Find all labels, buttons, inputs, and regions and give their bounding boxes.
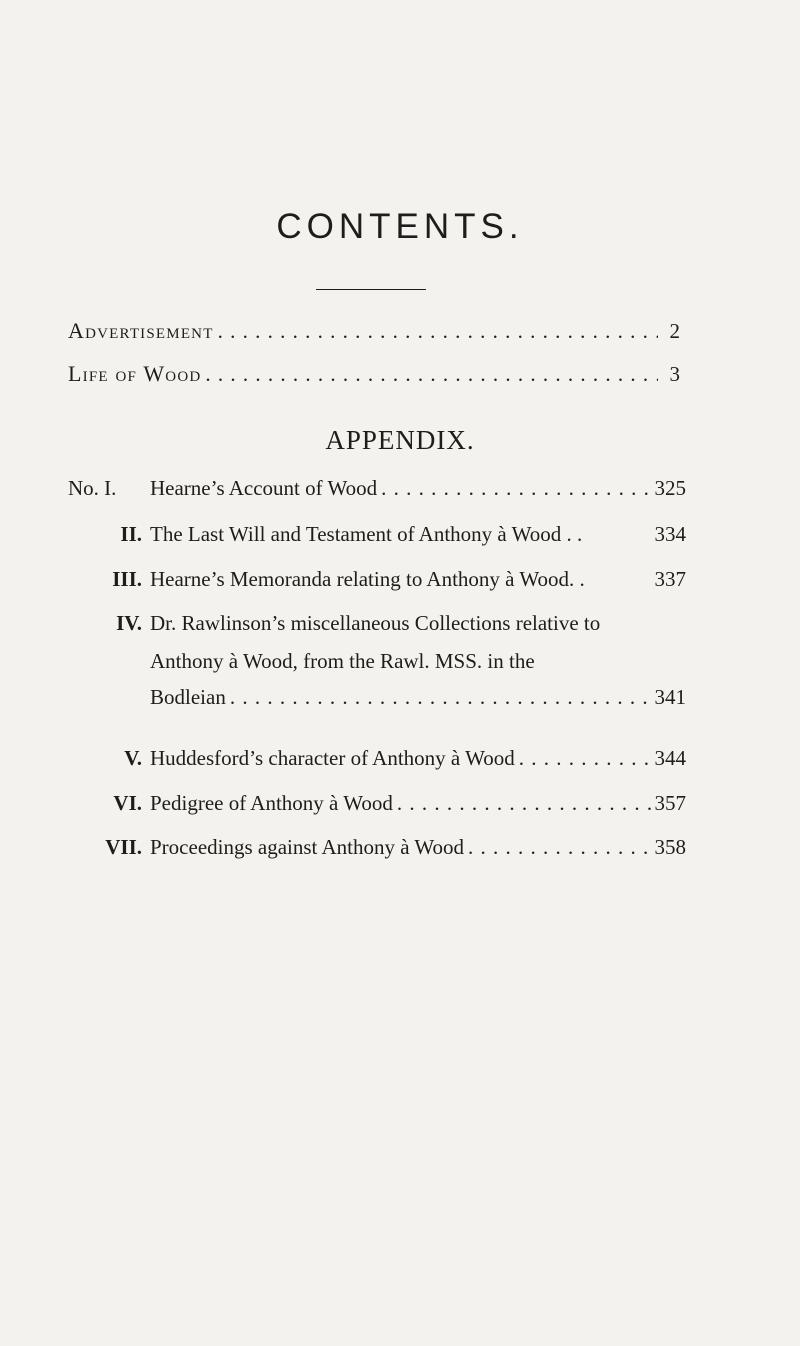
appendix-entry-6[interactable] [68,790,686,816]
appendix-title: APPENDIX. [325,425,475,455]
entry-label: Hearne’s Memoranda relating to Anthony à Wood. . [150,567,585,591]
entry-page: 341 [654,685,686,709]
dot-leader [205,361,658,387]
entry-label: Bodleian [150,685,226,709]
entry-continuation: Anthony à Wood, from the Rawl. MSS. in the [150,649,535,673]
entry-page: 344 [654,746,686,770]
entry-page: 358 [654,835,686,859]
dot-leader [397,790,651,816]
entry-number: IV. [116,611,142,635]
entry-label: Hearne’s Account of Wood [150,476,378,500]
appendix-entry-5[interactable] [68,745,686,771]
appendix-entry-7[interactable] [68,834,686,860]
page-title: CONTENTS. [276,207,524,246]
appendix-entry-4[interactable] [68,610,686,710]
dot-leader [381,475,650,501]
entry-line [68,566,686,592]
entry-label: Life of Wood [68,361,202,386]
entry-label: Dr. Rawlinson’s miscellaneous Collections relative to [150,611,601,635]
entry-number: No. I. [68,476,117,500]
dot-leader [519,745,651,771]
dot-leader [468,834,650,860]
entry-label: Huddesford’s character of Anthony à Wood [150,746,515,770]
appendix-entry-1[interactable] [68,475,686,501]
entry-number: III. [112,567,142,591]
entry-number: V. [124,746,142,770]
entry-page: 2 [669,319,680,343]
toc-entry-advertisement[interactable] [68,318,680,344]
entry-line [68,790,686,816]
entry-line [68,521,686,547]
entry-number: VI. [113,791,142,815]
entry-line [68,745,686,771]
entry-number: II. [120,522,142,546]
entry-page: 337 [654,567,686,591]
appendix-entry-3[interactable] [68,566,686,592]
entry-label: Proceedings against Anthony à Wood [150,835,465,859]
title-rule [316,289,426,290]
entry-line [68,475,686,501]
entry-page: 334 [654,522,686,546]
entry-line [68,610,686,636]
entry-page: 325 [654,476,686,500]
dot-leader [230,684,651,710]
entry-line [68,684,686,710]
entry-page: 357 [654,791,686,815]
dot-leader [218,318,658,344]
toc-entry-life-of-wood[interactable] [68,361,680,387]
entry-label: Pedigree of Anthony à Wood [150,791,393,815]
entry-label: The Last Will and Testament of Anthony à Wood . . [150,522,583,546]
entry-label: Advertisement [68,318,214,343]
appendix-entry-2[interactable] [68,521,686,547]
entry-page: 3 [669,362,680,386]
entry-line [68,834,686,860]
entry-number: VII. [105,835,142,859]
